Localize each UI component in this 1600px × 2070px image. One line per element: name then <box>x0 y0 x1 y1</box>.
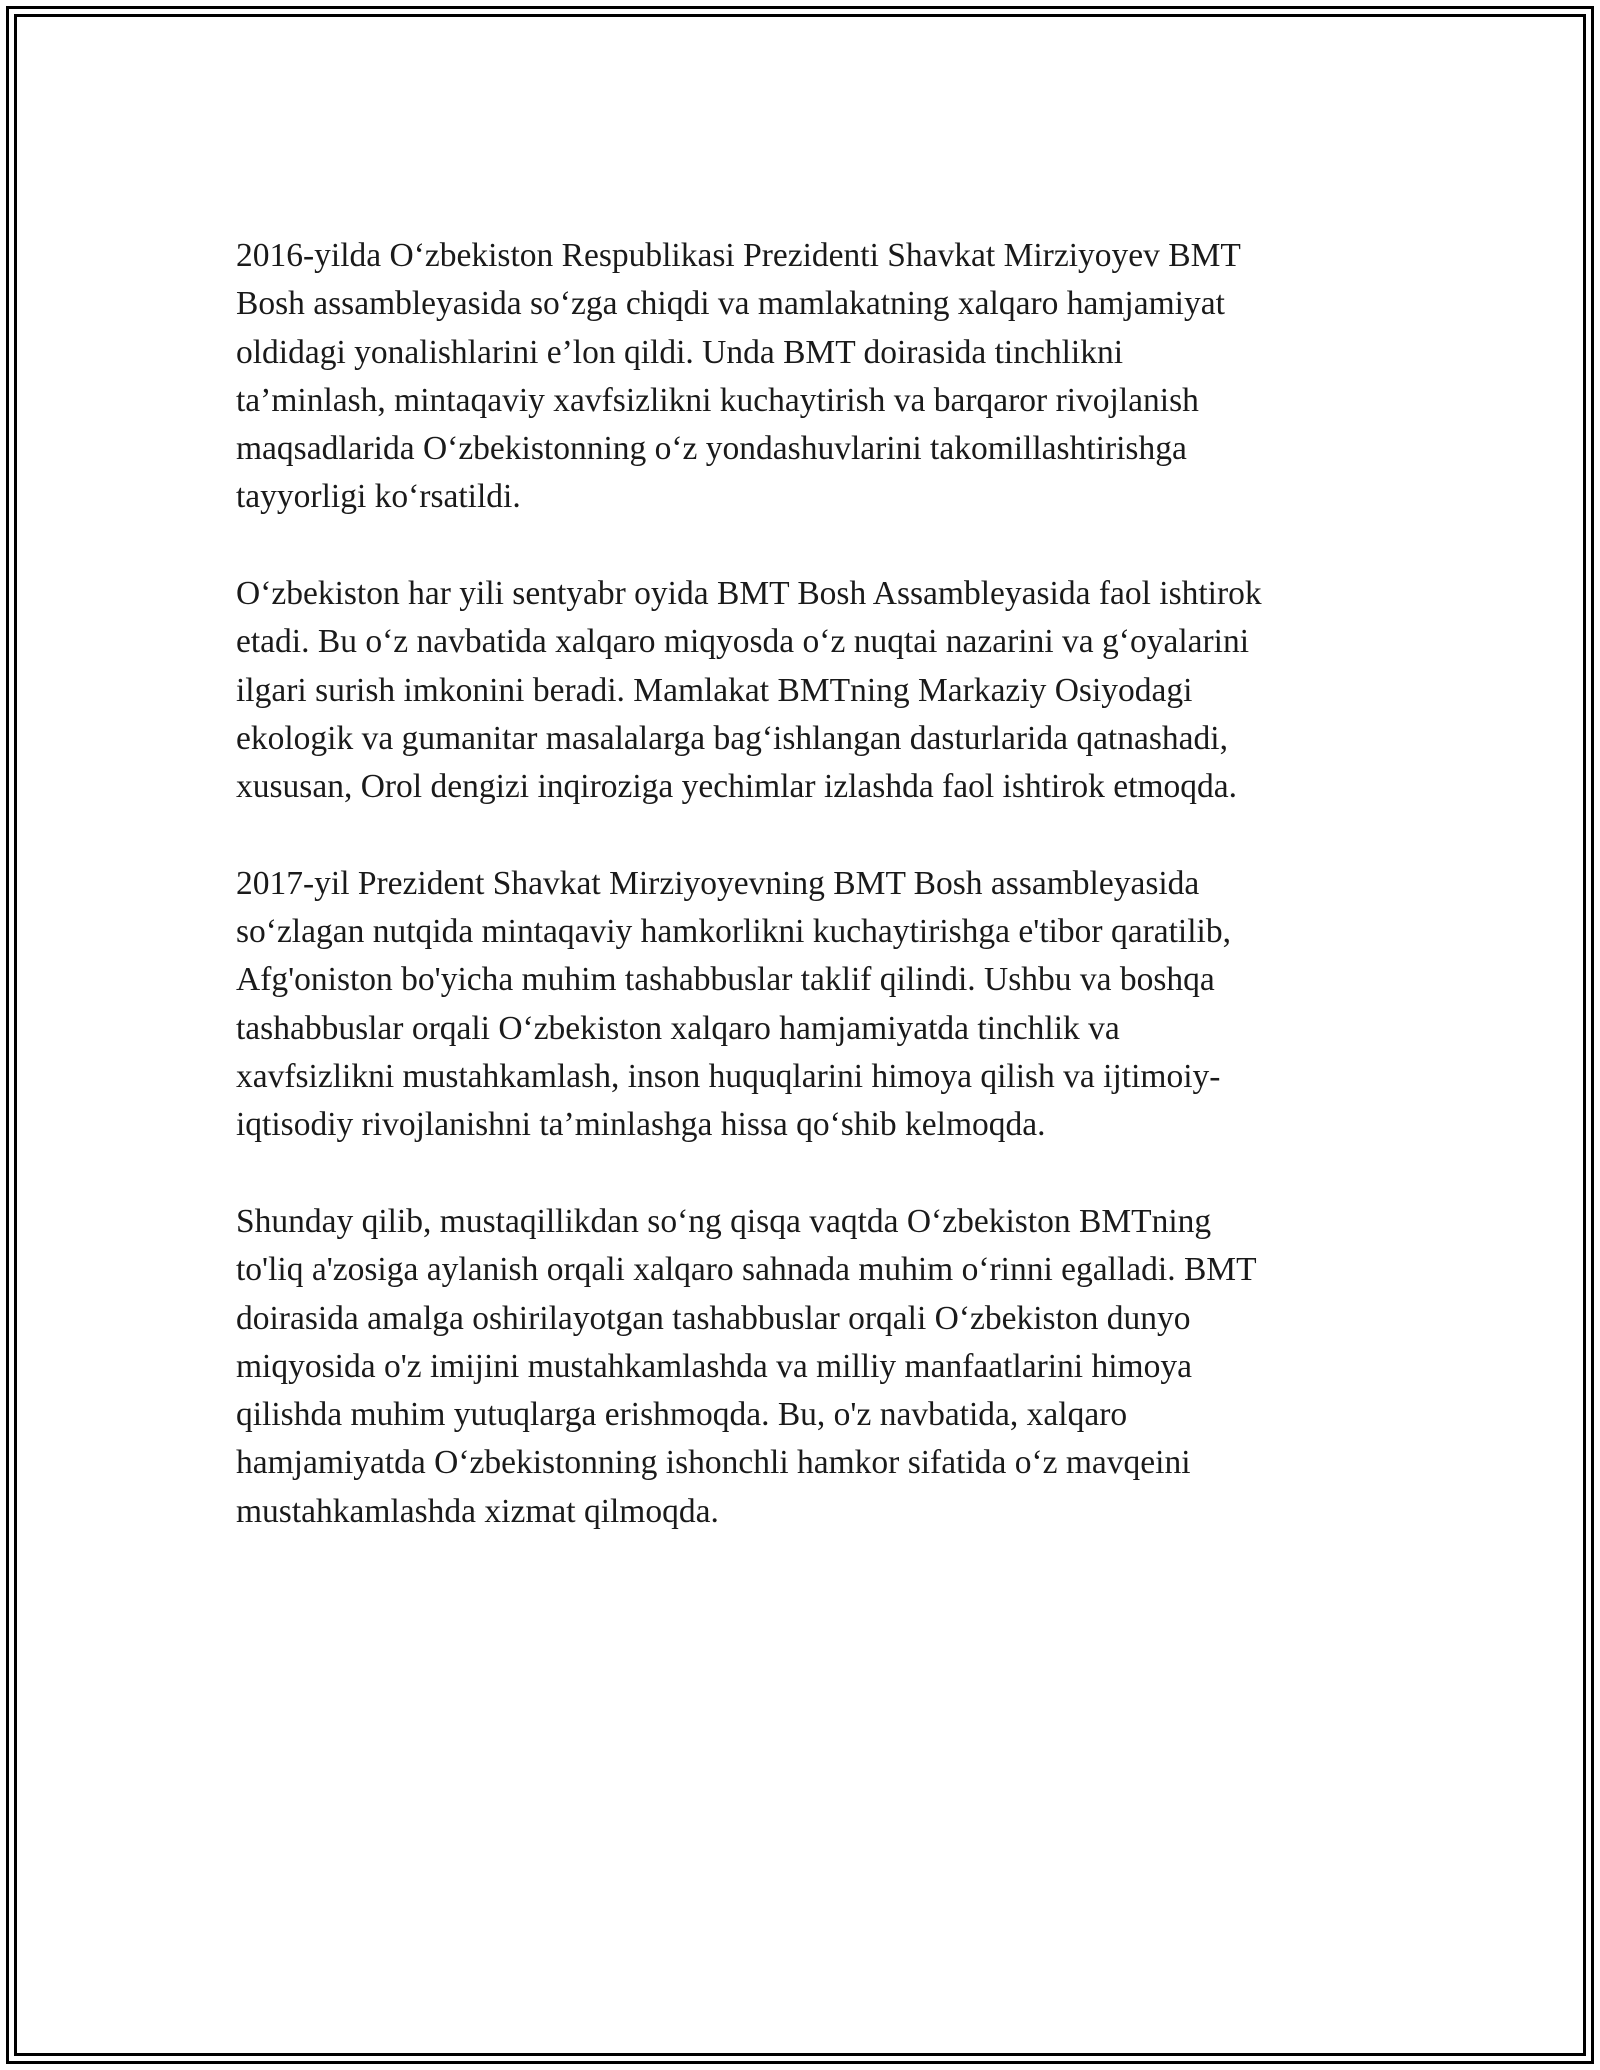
paragraph <box>236 570 1366 811</box>
text-line: 2017-yil Prezident Shavkat Mirziyoyevning BMT Bosh assambleyasida <box>236 864 1200 902</box>
text-line: ilgari surish imkonini beradi. Mamlakat BMTning Markaziy Osiyodagi <box>236 671 1193 709</box>
text-line: iqtisodiy rivojlanishni ta’minlashga hissa qo‘shib kelmoqda. <box>236 1106 1046 1144</box>
text-line: tashabbuslar orqali O‘zbekiston xalqaro hamjamiyatda tinchlik va <box>236 1009 1120 1047</box>
text-line: qilishda muhim yutuqlarga erishmoqda. Bu, o'z navbatida, xalqaro <box>236 1396 1128 1434</box>
paragraph <box>236 1198 1366 1536</box>
text-line: to'liq a'zosiga aylanish orqali xalqaro sahnada muhim o‘rinni egalladi. BMT <box>236 1251 1257 1289</box>
text-line: oldidagi yonalishlarini e’lon qildi. Unda BMT doirasida tinchlikni <box>236 333 1124 371</box>
text-line: Afg'oniston bo'yicha muhim tashabbuslar taklif qilindi. Ushbu va boshqa <box>236 961 1215 999</box>
text-line: xususan, Orol dengizi inqiroziga yechimlar izlashda faol ishtirok etmoqda. <box>236 768 1238 806</box>
text-line: miqyosida o'z imijini mustahkamlashda va milliy manfaatlarini himoya <box>236 1347 1192 1385</box>
text-line: hamjamiyatda O‘zbekistonning ishonchli hamkor sifatida o‘z mavqeini <box>236 1444 1191 1482</box>
text-line: 2016-yilda O‘zbekiston Respublikasi Prezidenti Shavkat Mirziyoyev BMT <box>236 237 1241 274</box>
paragraph <box>236 860 1366 1150</box>
text-line: Shunday qilib, mustaqillikdan so‘ng qisqa vaqtda O‘zbekiston BMTning <box>236 1202 1212 1240</box>
text-line: ta’minlash, mintaqaviy xavfsizlikni kuchaytirish va barqaror rivojlanish <box>236 381 1199 419</box>
text-line: mustahkamlashda xizmat qilmoqda. <box>236 1492 719 1530</box>
text-line: etadi. Bu o‘z navbatida xalqaro miqyosda o‘z nuqtai nazarini va g‘oyalarini <box>236 623 1250 661</box>
text-line: so‘zlagan nutqida mintaqaviy hamkorlikni kuchaytirishga e'tibor qaratilib, <box>236 913 1231 951</box>
paragraph <box>236 232 1366 522</box>
text-line: doirasida amalga oshirilayotgan tashabbuslar orqali O‘zbekiston dunyo <box>236 1299 1191 1337</box>
text-line: ekologik va gumanitar masalalarga bag‘ishlangan dasturlarida qatnashadi, <box>236 719 1228 757</box>
text-line: xavfsizlikni mustahkamlash, inson huquqlarini himoya qilish va ijtimoiy- <box>236 1058 1221 1096</box>
text-line: maqsadlarida O‘zbekistonning o‘z yondashuvlarini takomillashtirishga <box>236 430 1187 468</box>
document-body <box>236 232 1366 1584</box>
text-line: tayyorligi ko‘rsatildi. <box>236 478 521 516</box>
text-line: O‘zbekiston har yili sentyabr oyida BMT Bosh Assambleyasida faol ishtirok <box>236 575 1262 613</box>
text-line: Bosh assambleyasida so‘zga chiqdi va mamlakatning xalqaro hamjamiyat <box>236 285 1225 323</box>
